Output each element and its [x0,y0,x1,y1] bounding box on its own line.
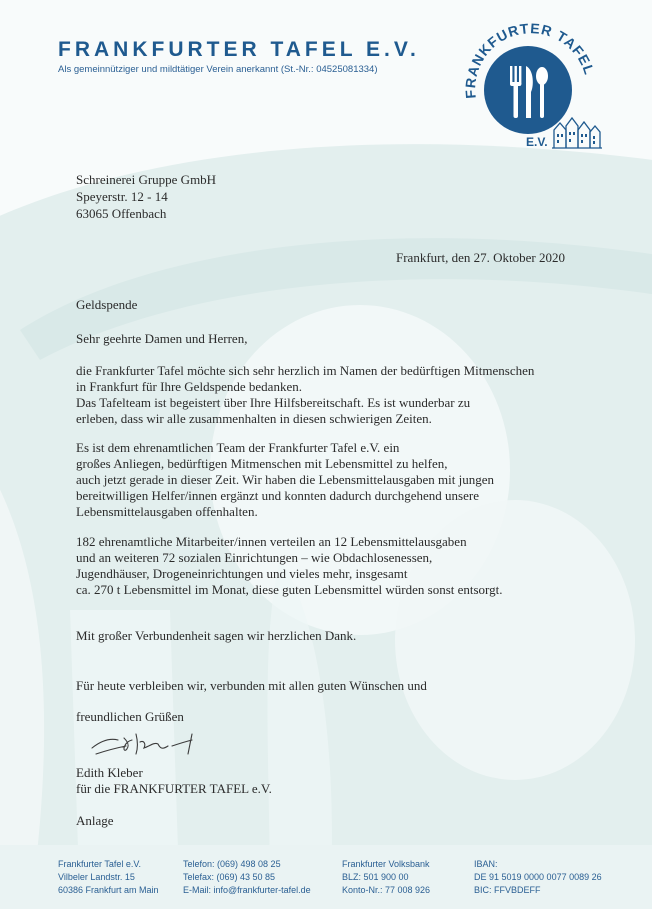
recipient-street: Speyerstr. 12 - 14 [76,189,168,204]
logo-ev-text: E.V. [526,135,548,149]
footer-line: Telefax: (069) 43 50 85 [183,872,276,882]
thanks-line: Mit großer Verbundenheit sagen wir herzlichen Dank. [76,628,357,643]
footer-iban [474,858,602,897]
footer-line: E-Mail: info@frankfurter-tafel.de [183,885,311,895]
farewell-line: Für heute verbleiben wir, verbunden mit allen guten Wünschen und [76,678,427,693]
recipient-name: Schreinerei Gruppe GmbH [76,172,217,187]
body-line: auch jetzt gerade in dieser Zeit. Wir haben die Lebensmittelausgaben mit jungen [76,472,494,487]
footer-line: BLZ: 501 900 00 [342,872,409,882]
footer-line: 60386 Frankfurt am Main [58,885,159,895]
frankfurter-tafel-logo [458,20,608,155]
body-line: Es ist dem ehrenamtlichen Team der Frankfurter Tafel e.V. ein [76,440,400,455]
org-title: FRANKFURTER TAFEL E.V. [58,38,420,61]
letter-date: Frankfurt, den 27. Oktober 2020 [396,250,565,265]
handwritten-signature [88,728,198,758]
footer-line: IBAN: [474,859,498,869]
subject-line: Geldspende [76,297,138,312]
footer-line: Frankfurter Volksbank [342,859,430,869]
body-line: in Frankfurt für Ihre Geldspende bedanken. [76,379,302,394]
body-line: bereitwilligen Helfer/innen ergänzt und konnten dadurch durchgehend unsere [76,488,479,503]
footer-line: BIC: FFVBDEFF [474,885,541,895]
closing-line: freundlichen Grüßen [76,709,184,724]
footer-line: Konto-Nr.: 77 008 926 [342,885,431,895]
org-subtitle: Als gemeinnütziger und mildtätiger Verein anerkannt (St.-Nr.: 04525081334) [58,64,378,75]
footer-line: Frankfurter Tafel e.V. [58,859,142,869]
signer-role: für die FRANKFURTER TAFEL e.V. [76,781,272,796]
footer-line: DE 91 5019 0000 0077 0089 26 [474,872,602,882]
body-line: 182 ehrenamtliche Mitarbeiter/innen verteilen an 12 Lebensmittelausgaben [76,534,467,549]
body-line: und an weiteren 72 sozialen Einrichtungen – wie Obdachlosenessen, [76,550,433,565]
body-line: die Frankfurter Tafel möchte sich sehr herzlich im Namen der bedürftigen Mitmenschen [76,363,535,378]
body-line: Jugendhäuser, Drogeneinrichtungen und vieles mehr, insgesamt [76,566,408,581]
footer-line: Telefon: (069) 498 08 25 [183,859,281,869]
body-line: großes Anliegen, bedürftigen Mitmenschen mit Lebensmittel zu helfen, [76,456,448,471]
salutation: Sehr geehrte Damen und Herren, [76,331,248,346]
logo-arc-text: FRANKFURTER TAFEL [462,20,598,100]
body-line: Lebensmittelausgaben offenhalten. [76,504,258,519]
recipient-city: 63065 Offenbach [76,206,167,221]
footer-address [58,858,159,897]
footer-contact [183,858,311,897]
body-line: erleben, dass wir alle zusammenhalten in diesen schwierigen Zeiten. [76,411,432,426]
enclosure-note: Anlage [76,813,114,828]
body-line: Das Tafelteam ist begeistert über Ihre Hilfsbereitschaft. Es ist wunderbar zu [76,395,471,410]
body-line: ca. 270 t Lebensmittel im Monat, diese guten Lebensmittel würden sonst entsorgt. [76,582,503,597]
signer-name: Edith Kleber [76,765,143,780]
footer-line: Vilbeler Landstr. 15 [58,872,135,882]
footer-bank [342,858,430,897]
